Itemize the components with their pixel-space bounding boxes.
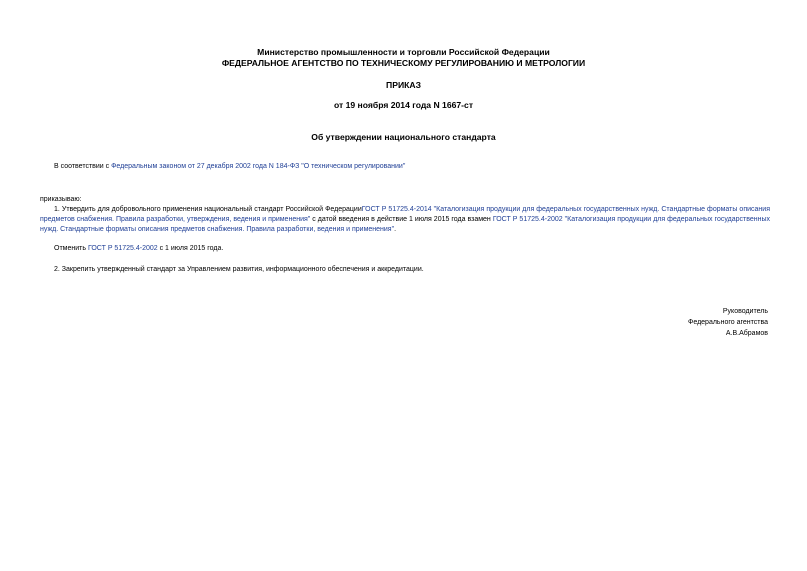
item1-text-a: 1. Утвердить для добровольного применения национальный стандарт Российской Федерации — [54, 206, 362, 213]
ministry-name: Министерство промышленности и торговли Российской Федерации — [257, 47, 550, 57]
gost-2002-cancel-link[interactable]: ГОСТ Р 51725.4-2002 — [87, 245, 158, 252]
agency-name: ФЕДЕРАЛЬНОЕ АГЕНТСТВО ПО ТЕХНИЧЕСКОМУ РЕГУЛИРОВАНИЮ И МЕТРОЛОГИИ — [221, 58, 586, 68]
item1-text-c: . — [394, 226, 397, 233]
order-item-2: 2. Закрепить утвержденный стандарт за Управлением развития, информационного обеспечения и аккредитации. — [54, 266, 424, 273]
gost-2014-link[interactable]: ГОСТ Р 51725.4-2014 "Каталогизация продукции для федеральных государственных нужд. Стандартные форматы описания предметов снабжения. Правила разработки, утверждения, ведения и применения" — [40, 206, 770, 223]
order-item-1 — [40, 205, 770, 235]
preamble-prefix: В соответствии с — [54, 163, 112, 170]
document-type: ПРИКАЗ — [386, 80, 421, 90]
gost-2002-link[interactable]: ГОСТ Р 51725.4-2002 "Каталогизация продукции для федеральных государственных нужд. Стандартные форматы описания предметов снабжения. Правила разработки, ведения и применения" — [40, 216, 770, 233]
document-date-number: от 19 ноября 2014 года N 1667-ст — [333, 100, 474, 110]
document-title: Об утверждении национального стандарта — [311, 132, 496, 142]
order-word: приказываю: — [40, 196, 82, 203]
signature-title: Руководитель — [722, 308, 768, 315]
item1-text-b: с датой введения в действие 1 июля 2015 года взамен — [310, 216, 493, 223]
cancel-paragraph — [54, 244, 223, 254]
federal-law-link[interactable]: Федеральным законом от 27 декабря 2002 года N 184-ФЗ "О техническом регулировании" — [111, 163, 406, 170]
signature-agency: Федерального агентства — [688, 319, 768, 326]
cancel-prefix: Отменить — [54, 245, 88, 252]
preamble — [54, 162, 405, 172]
signature-name: А.В.Абрамов — [725, 330, 768, 337]
cancel-suffix: с 1 июля 2015 года. — [157, 245, 224, 252]
